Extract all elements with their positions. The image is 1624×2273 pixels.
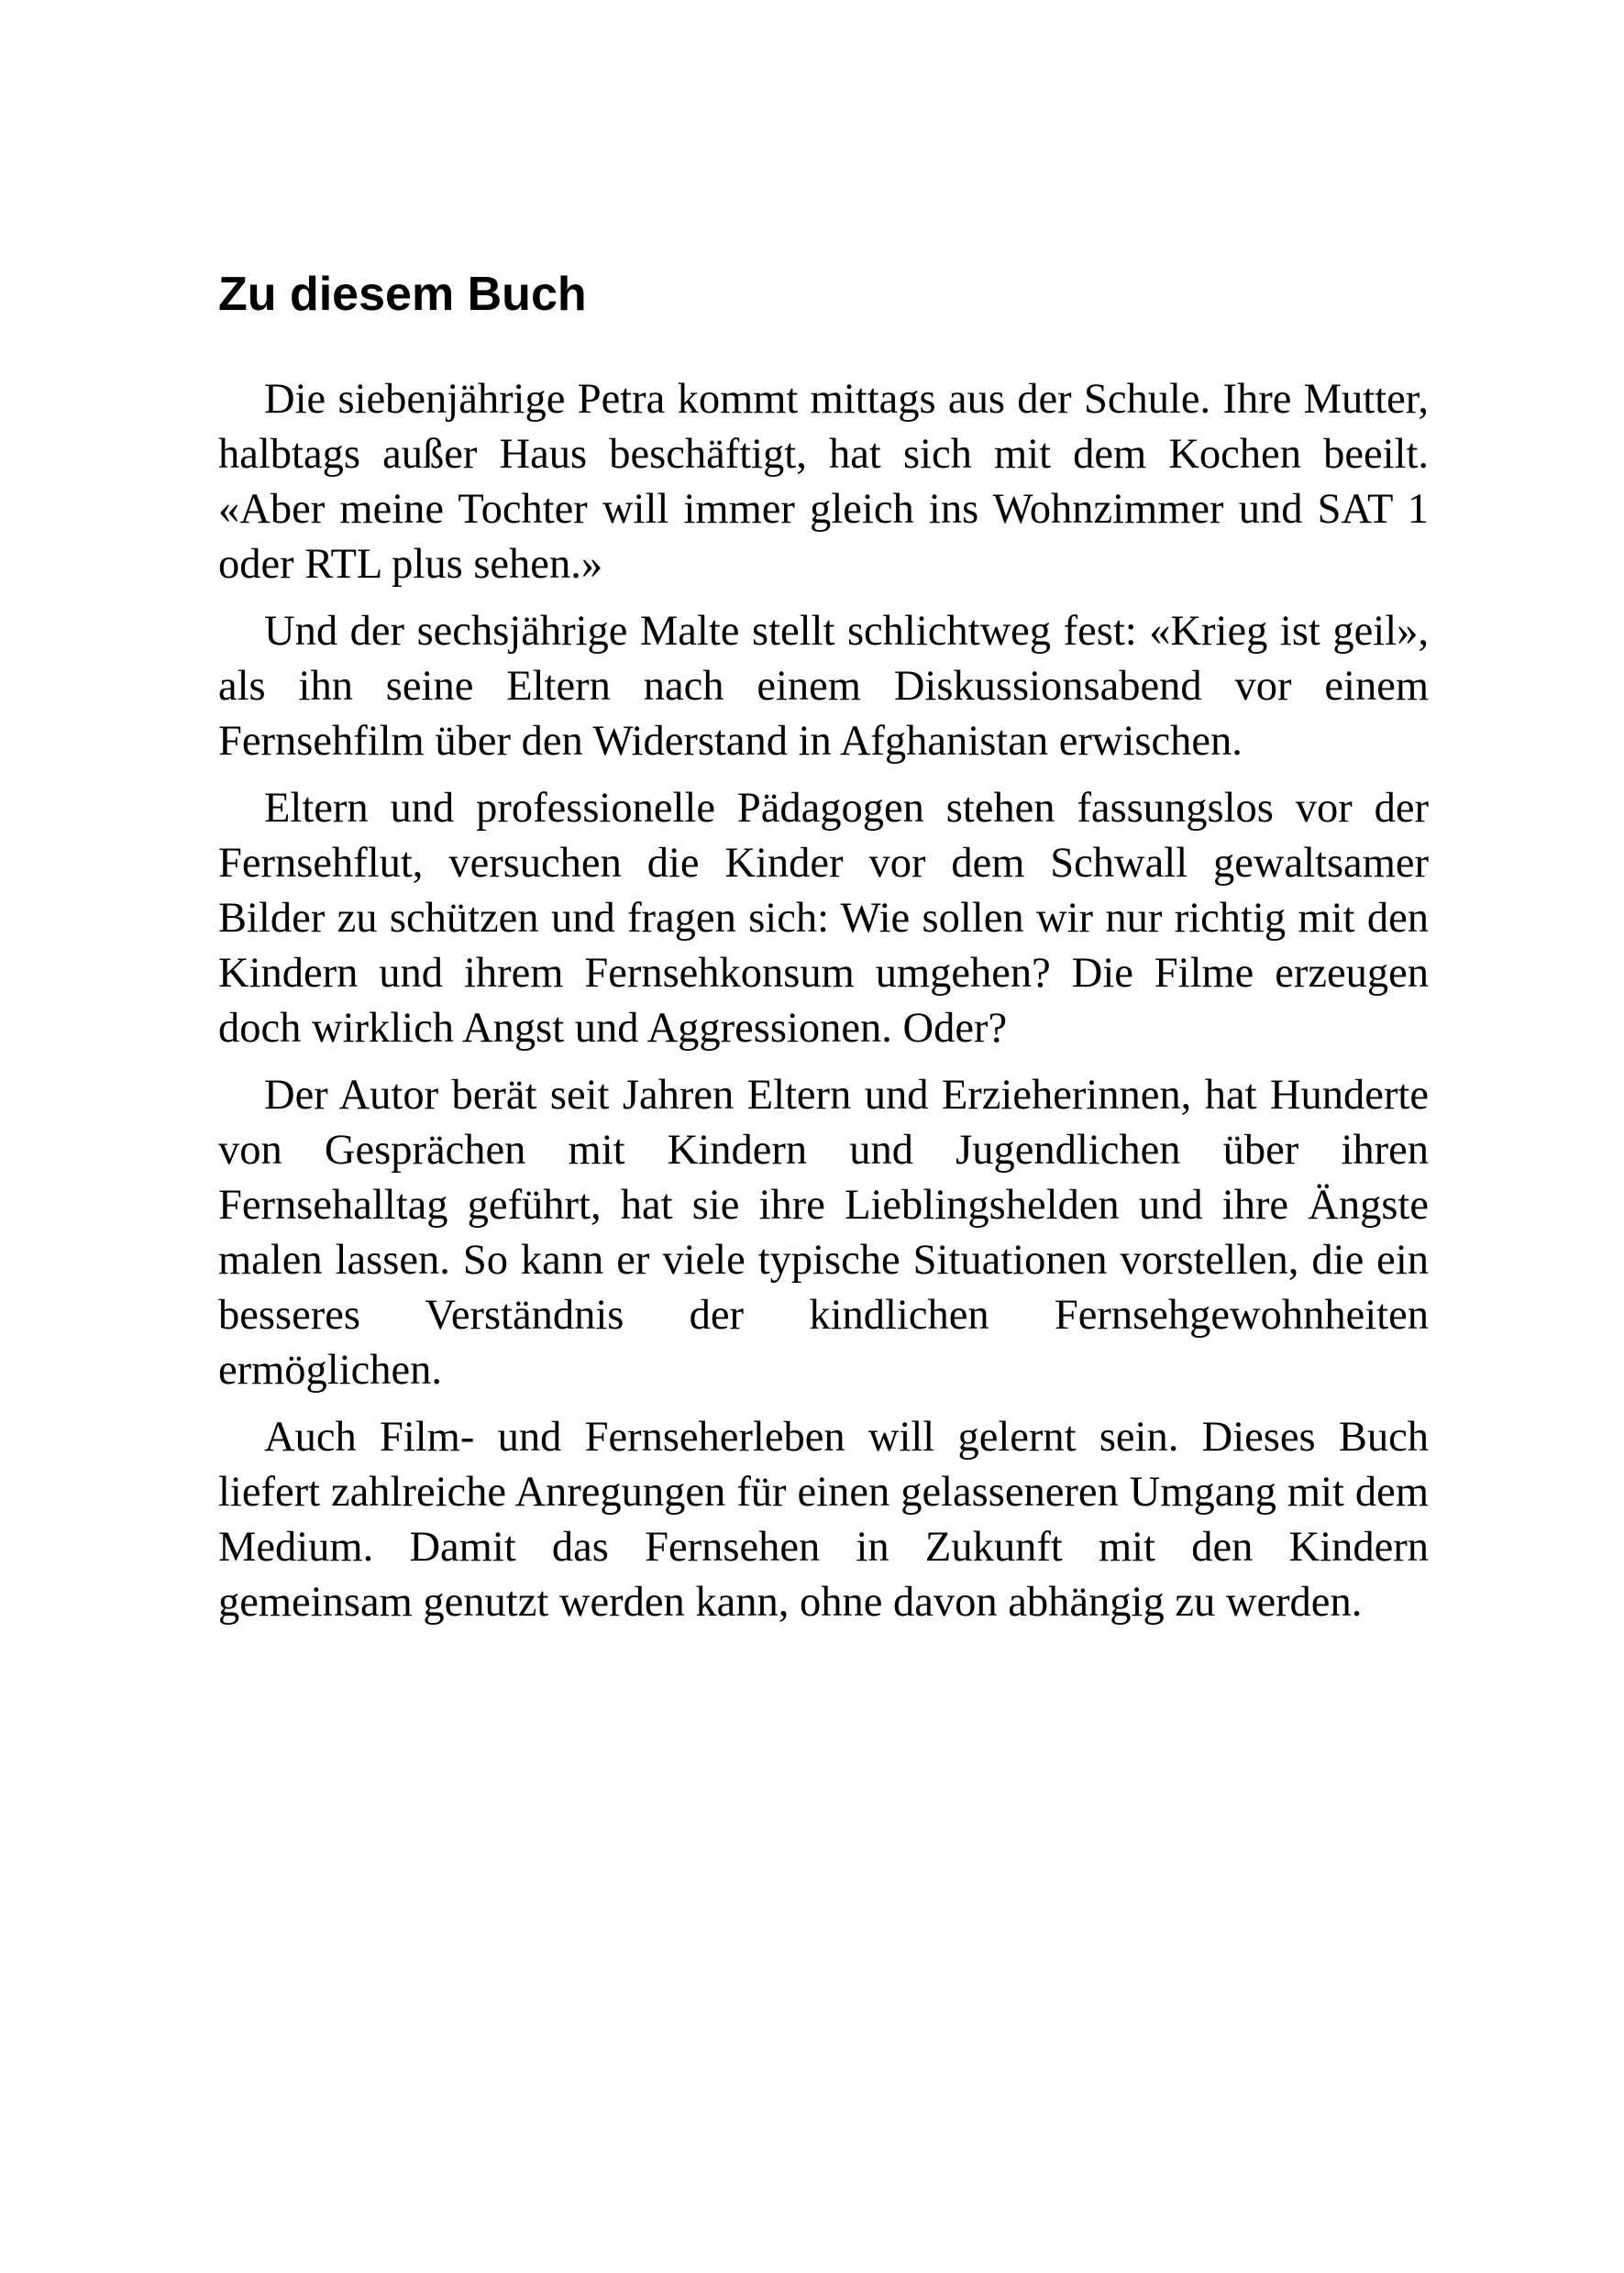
paragraph-5: Auch Film- und Fernseherleben will gelernt sein. Dieses Buch liefert zahlreiche Anregungen für einen gelasseneren Umgang mit dem Medium. Damit das Fernsehen in Zukunft mit den Kindern gemeinsam genutzt werden kann, ohne davon abhängig zu werden. <box>218 1414 1429 1626</box>
paragraph-3: Eltern und professionelle Pädagogen stehen fassungslos vor der Fernsehflut, versuchen die Kinder vor dem Schwall gewaltsamer Bilder zu schützen und fragen sich: Wie sollen wir nur richtig mit den Kindern und ihrem Fernsehkonsum umgehen? Die Filme erzeugen doch wirklich Angst und Aggressionen. Oder? <box>218 785 1429 1052</box>
paragraph-2: Und der sechsjährige Malte stellt schlichtweg fest: «Krieg ist geil», als ihn seine Eltern nach einem Diskussionsabend vor einem Fernsehfilm über den Widerstand in Afghanistan erwischen. <box>218 608 1429 765</box>
paragraph-1: Die siebenjährige Petra kommt mittags aus der Schule. Ihre Mutter, halbtags außer Haus beschäftigt, hat sich mit dem Kochen beeilt. «Aber meine Tochter will immer gleich ins Wohnzimmer und SAT 1 oder RTL plus sehen.» <box>218 376 1429 588</box>
paragraph-4: Der Autor berät seit Jahren Eltern und Erzieherinnen, hat Hunderte von Gesprächen mit Kindern und Jugendlichen über ihren Fernsehalltag geführt, hat sie ihre Lieblingshelden und ihre Ängste malen lassen. So kann er viele typische Situationen vorstellen, die ein besseres Verständnis der kindlichen Fernsehgewohnheiten ermöglichen. <box>218 1072 1429 1394</box>
body-text <box>218 372 1429 1642</box>
page-title: Zu diesem Buch <box>218 268 587 321</box>
